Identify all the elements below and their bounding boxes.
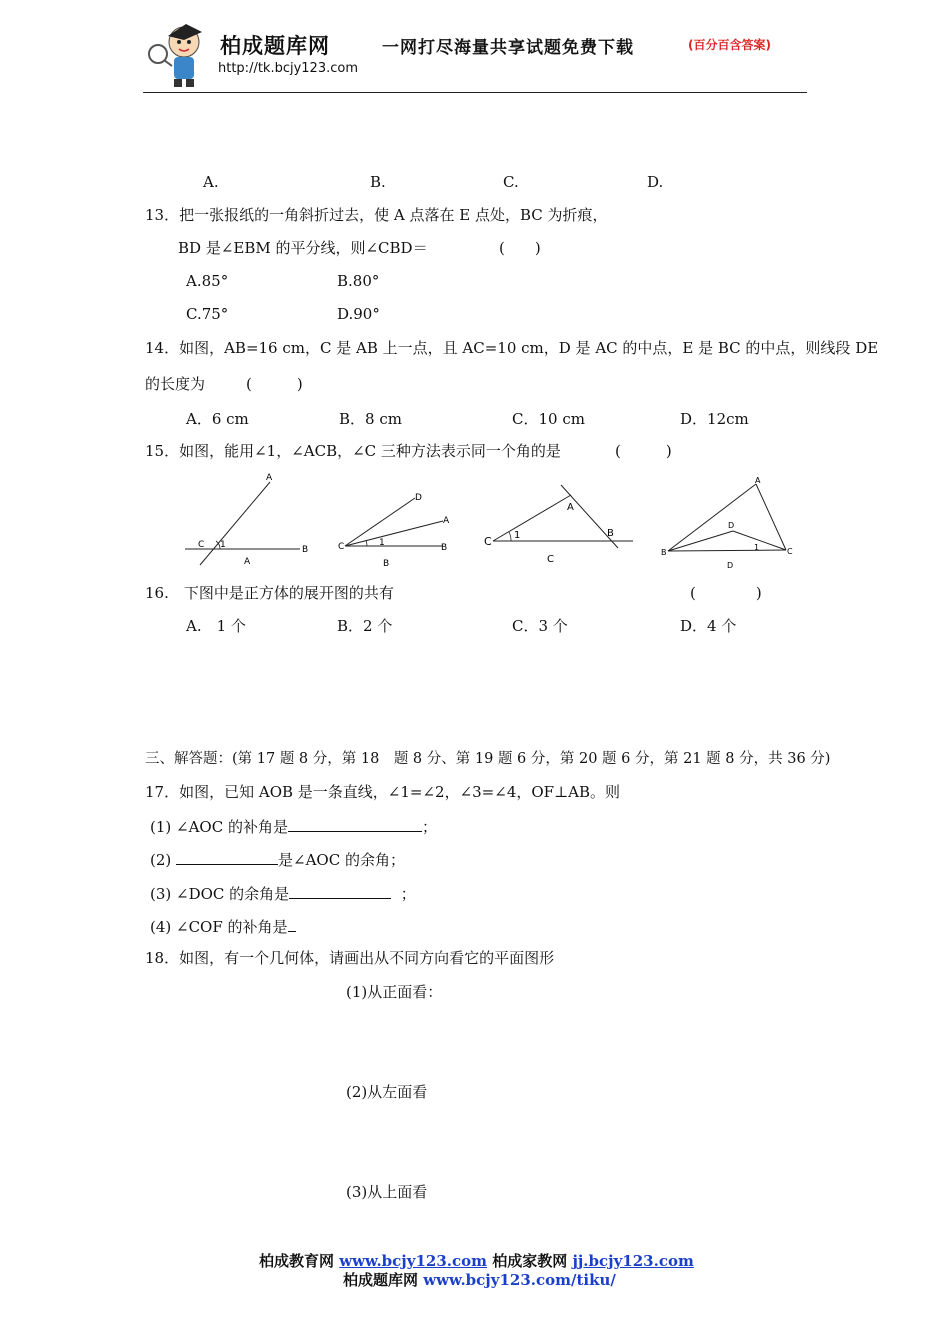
q14-option-c: C．10 cm bbox=[512, 410, 585, 428]
fig4-label-1: 1 bbox=[754, 543, 760, 552]
q17-part1 bbox=[150, 816, 437, 836]
q16-option-c: C．3 个 bbox=[512, 617, 568, 635]
q18-question: 18．如图，有一个几何体，请画出从不同方向看它的平面图形 bbox=[145, 949, 555, 967]
header-slogan: 一网打尽海量共享试题免费下载 bbox=[382, 38, 634, 58]
q14-line1: 14．如图，AB=16 cm，C 是 AB 上一点，且 AC=10 cm，D 是 AC 的中点，E 是 BC 的中点，则线段 DE bbox=[145, 339, 879, 357]
q14-answer-paren: ( ) bbox=[246, 375, 303, 393]
q18-view-front: (1)从正面看： bbox=[346, 983, 443, 1001]
fig1-label-b: B bbox=[302, 545, 309, 555]
footer-line-2 bbox=[343, 1269, 616, 1290]
q17-part3-blank[interactable] bbox=[289, 883, 391, 899]
q17-part4 bbox=[150, 916, 296, 936]
q17-part2-suffix: 是∠AOC 的余角； bbox=[278, 851, 405, 869]
fig1-label-c: C bbox=[198, 540, 205, 550]
q13-option-a: A.85° bbox=[186, 272, 229, 290]
q13-option-c: C.75° bbox=[186, 305, 229, 323]
q18-view-left: (2)从左面看 bbox=[346, 1083, 428, 1101]
footer-line-1 bbox=[259, 1250, 694, 1271]
q15-figure-3 bbox=[483, 480, 638, 570]
q14-option-b: B．8 cm bbox=[339, 410, 402, 428]
q17-part2-blank[interactable] bbox=[176, 849, 278, 865]
answer-badge: (百分百含答案) bbox=[688, 38, 771, 52]
brand-title: 柏成题库网 bbox=[220, 34, 330, 58]
footer-link-tiku[interactable]: www.bcjy123.com/tiku/ bbox=[423, 1271, 616, 1289]
fig4-label-d-bottom: D bbox=[727, 561, 734, 570]
footer-tiku-label: 柏成题库网 bbox=[343, 1271, 424, 1289]
header-divider bbox=[143, 92, 807, 93]
q15-figure-4 bbox=[658, 474, 798, 574]
fig3-label-a: A bbox=[567, 502, 574, 513]
fig4-label-c: C bbox=[787, 547, 793, 556]
fig4-label-a: A bbox=[755, 476, 761, 485]
q12-option-a: A. bbox=[203, 173, 219, 191]
fig4-label-d: D bbox=[728, 521, 735, 530]
fig3-label-1: 1 bbox=[514, 530, 521, 541]
fig1-label-1: 1 bbox=[220, 540, 226, 550]
q13-line2: BD 是∠EBM 的平分线，则∠CBD＝ bbox=[178, 239, 428, 257]
q16-question: 16. 下图中是正方体的展开图的共有 bbox=[145, 584, 394, 602]
q12-option-d: D. bbox=[647, 173, 664, 191]
q17-part3-prefix: (3) ∠DOC 的余角是 bbox=[150, 885, 290, 903]
header-url: http://tk.bcjy123.com bbox=[218, 61, 358, 76]
fig2-label-c: C bbox=[338, 542, 345, 552]
fig3-label-c-bottom: C bbox=[547, 554, 554, 565]
q13-option-d: D.90° bbox=[337, 305, 380, 323]
fig2-label-b: B bbox=[441, 543, 448, 553]
q17-part2-prefix: (2) bbox=[150, 851, 172, 869]
footer-link-tutor[interactable]: jj.bcjy123.com bbox=[572, 1252, 694, 1270]
q17-part3-suffix: ； bbox=[400, 885, 416, 903]
q18-view-top: (3)从上面看 bbox=[346, 1183, 428, 1201]
q17-part1-prefix: (1) ∠AOC 的补角是 bbox=[150, 818, 288, 836]
q17-question: 17．如图，已知 AOB 是一条直线，∠1=∠2，∠3=∠4，OF⊥AB。则 bbox=[145, 783, 621, 801]
q15-question: 15．如图，能用∠1，∠ACB，∠C 三种方法表示同一个角的是 bbox=[145, 442, 561, 460]
fig2-label-a: A bbox=[443, 516, 450, 526]
footer-edu-label: 柏成教育网 bbox=[259, 1252, 340, 1270]
q15-answer-paren: ( ) bbox=[615, 442, 672, 460]
fig3-label-c: C bbox=[484, 535, 492, 548]
fig1-label-a-bottom: A bbox=[244, 557, 251, 567]
section-3-heading: 三、解答题：(第 17 题 8 分，第 18 题 8 分、第 19 题 6 分，第 20 题 6 分，第 21 题 8 分，共 36 分) bbox=[145, 751, 831, 767]
q17-part2 bbox=[150, 849, 405, 869]
q16-option-d: D．4 个 bbox=[680, 617, 737, 635]
q14-option-a: A．6 cm bbox=[186, 410, 249, 428]
fig2-label-1: 1 bbox=[379, 538, 385, 548]
q12-option-c: C. bbox=[503, 173, 519, 191]
q16-answer-paren: ( ) bbox=[690, 584, 762, 602]
q17-part3 bbox=[150, 883, 416, 903]
q17-part4-blank[interactable] bbox=[288, 916, 296, 932]
q13-answer-paren: ( ) bbox=[499, 239, 541, 257]
fig2-label-b-bottom: B bbox=[383, 559, 390, 569]
q12-option-b: B. bbox=[370, 173, 386, 191]
q16-option-b: B．2 个 bbox=[337, 617, 393, 635]
fig3-label-b: B bbox=[607, 528, 614, 539]
fig4-label-b: B bbox=[661, 548, 667, 557]
q14-option-d: D．12cm bbox=[680, 410, 749, 428]
q15-figure-1 bbox=[180, 470, 320, 570]
fig2-label-d: D bbox=[415, 493, 422, 503]
q17-part1-suffix: ； bbox=[421, 818, 437, 836]
q17-part4-prefix: (4) ∠COF 的补角是 bbox=[150, 918, 288, 936]
fig1-label-a-top: A bbox=[266, 473, 273, 483]
footer-link-edu[interactable]: www.bcjy123.com bbox=[339, 1252, 487, 1270]
q13-line1: 13．把一张报纸的一角斜折过去，使 A 点落在 E 点处，BC 为折痕， bbox=[145, 206, 608, 224]
q14-line2: 的长度为 bbox=[145, 375, 206, 393]
q17-part1-blank[interactable] bbox=[288, 816, 422, 832]
footer-tutor-label: 柏成家教网 bbox=[487, 1252, 573, 1270]
q16-option-a: A. 1 个 bbox=[186, 617, 246, 635]
q15-figure-2 bbox=[335, 488, 465, 572]
q13-option-b: B.80° bbox=[337, 272, 380, 290]
mascot-icon bbox=[146, 12, 212, 90]
